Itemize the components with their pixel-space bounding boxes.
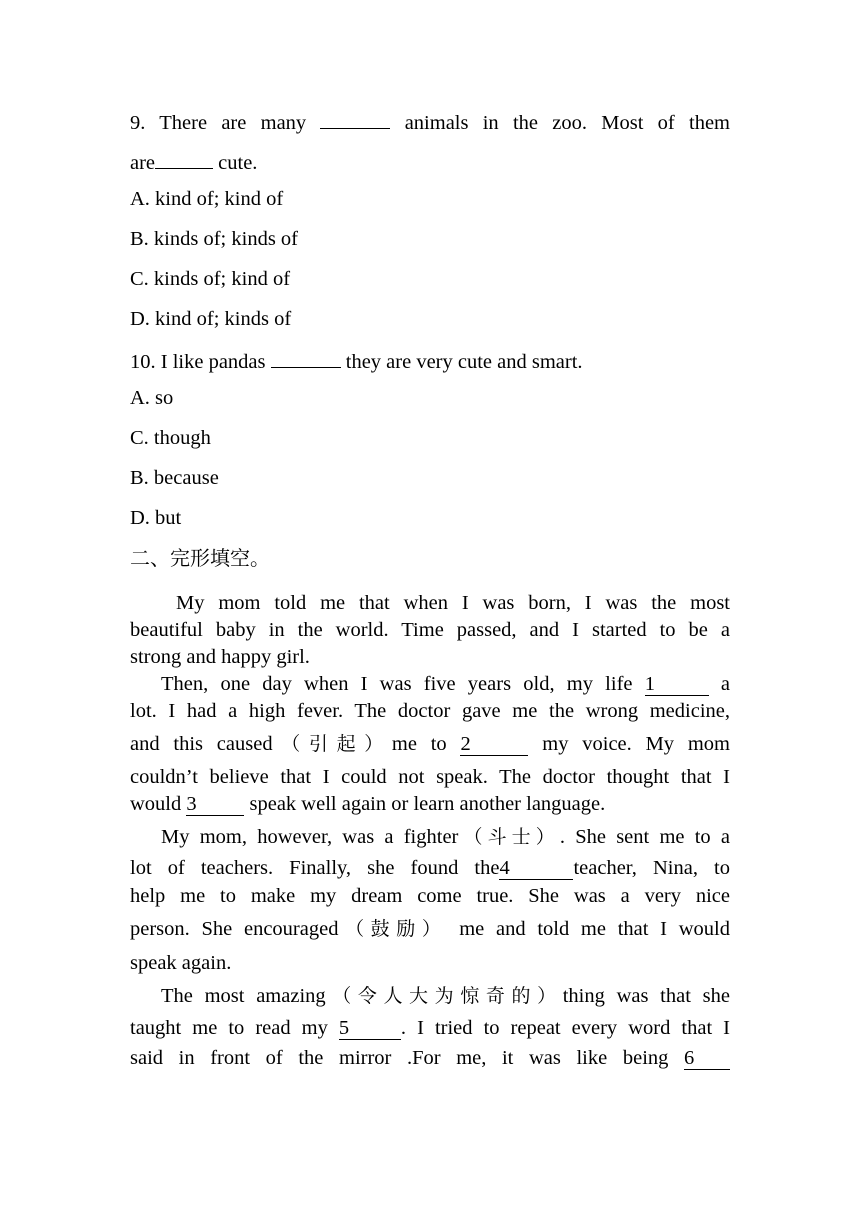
passage-text: teacher, Nina, to	[573, 857, 730, 879]
q9-option-c: C. kinds of; kind of	[130, 268, 291, 290]
q9-option-d: D. kind of; kinds of	[130, 308, 292, 330]
q10-text: 10. I like pandas	[130, 351, 266, 373]
q10-stem	[130, 346, 583, 374]
passage-text: person. She encouraged	[130, 918, 339, 940]
passage-text: thing was that she	[562, 985, 730, 1007]
passage-text: me and told me that I would	[459, 918, 730, 940]
passage-line	[130, 1012, 730, 1045]
passage-line: help me to make my dream come true. She was a very nice	[130, 885, 730, 907]
passage-line	[130, 854, 730, 882]
passage-line	[130, 671, 730, 698]
passage-line: strong and happy girl.	[130, 646, 310, 668]
passage-text: me to	[391, 733, 447, 755]
passage-text: taught me to read my	[130, 1017, 328, 1039]
passage-line	[130, 980, 730, 1012]
cloze-blank-2: 2	[460, 734, 528, 756]
passage-line: lot. I had a high fever. The doctor gave me the wrong medicine,	[130, 700, 730, 722]
q9-blank-1	[320, 107, 390, 129]
q9-text: 9. There are many	[130, 112, 307, 134]
q9-text: animals in the zoo. Most of them	[404, 112, 730, 134]
passage-text: speak well again or learn another language.	[249, 793, 606, 815]
q9-option-a: A. kind of; kind of	[130, 188, 284, 210]
passage-paragraph-4	[130, 980, 730, 1072]
passage-text: my voice. My mom	[542, 733, 730, 755]
passage-text: a	[720, 673, 731, 695]
passage-line: My mom told me that when I was born, I was the most	[176, 592, 730, 614]
passage-paragraph-2	[130, 671, 730, 818]
q9-stem-line2	[130, 147, 257, 175]
cloze-blank-4: 4	[499, 858, 573, 880]
chinese-gloss: （引起）	[272, 733, 392, 755]
cloze-blank-3: 3	[186, 794, 244, 816]
passage-text: . I tried to repeat every word that I	[400, 1017, 731, 1039]
cloze-blank-5: 5	[339, 1018, 401, 1040]
passage-paragraph-1	[130, 590, 730, 671]
q9-stem-line1	[130, 107, 730, 135]
q9-text: cute.	[218, 152, 258, 174]
chinese-gloss: （鼓励）	[338, 918, 448, 940]
passage-line	[130, 910, 730, 948]
passage-line	[130, 725, 730, 763]
passage-text: Then, one day when I was five years old, my life	[161, 673, 633, 695]
passage-line	[130, 820, 730, 854]
q10-text: they are very cute and smart.	[345, 351, 583, 373]
q10-option-c: C. though	[130, 427, 211, 449]
passage-text: said in front of the mirror .For me, it was like being	[130, 1047, 669, 1069]
passage-line: couldn’t believe that I could not speak. The doctor thought that I	[130, 766, 730, 788]
chinese-gloss: （斗士）	[458, 826, 560, 848]
q10-option-b: B. because	[130, 467, 219, 489]
q10-option-d: D. but	[130, 507, 182, 529]
q9-text: are	[130, 152, 156, 174]
passage-paragraph-3	[130, 820, 730, 978]
passage-text: would	[130, 793, 182, 815]
section-title: 二、完形填空。	[130, 546, 270, 570]
passage-text: and this caused	[130, 733, 273, 755]
passage-line: beautiful baby in the world. Time passed, and I started to be a	[130, 619, 730, 641]
q9-option-b: B. kinds of; kinds of	[130, 228, 298, 250]
chinese-gloss: （令人大为惊奇的）	[325, 985, 563, 1007]
cloze-blank-6: 6	[684, 1048, 730, 1070]
passage-text: . She sent me to a	[559, 826, 730, 848]
q9-blank-2	[155, 147, 213, 169]
cloze-blank-1: 1	[645, 674, 709, 696]
passage-text: My mom, however, was a fighter	[161, 826, 459, 848]
q10-option-a: A. so	[130, 387, 174, 409]
passage-text: lot of teachers. Finally, she found the	[130, 857, 500, 879]
passage-line	[130, 791, 730, 818]
q10-blank	[271, 346, 341, 368]
passage-text: The most amazing	[161, 985, 326, 1007]
passage-line: speak again.	[130, 952, 232, 974]
passage-line	[130, 1045, 730, 1072]
